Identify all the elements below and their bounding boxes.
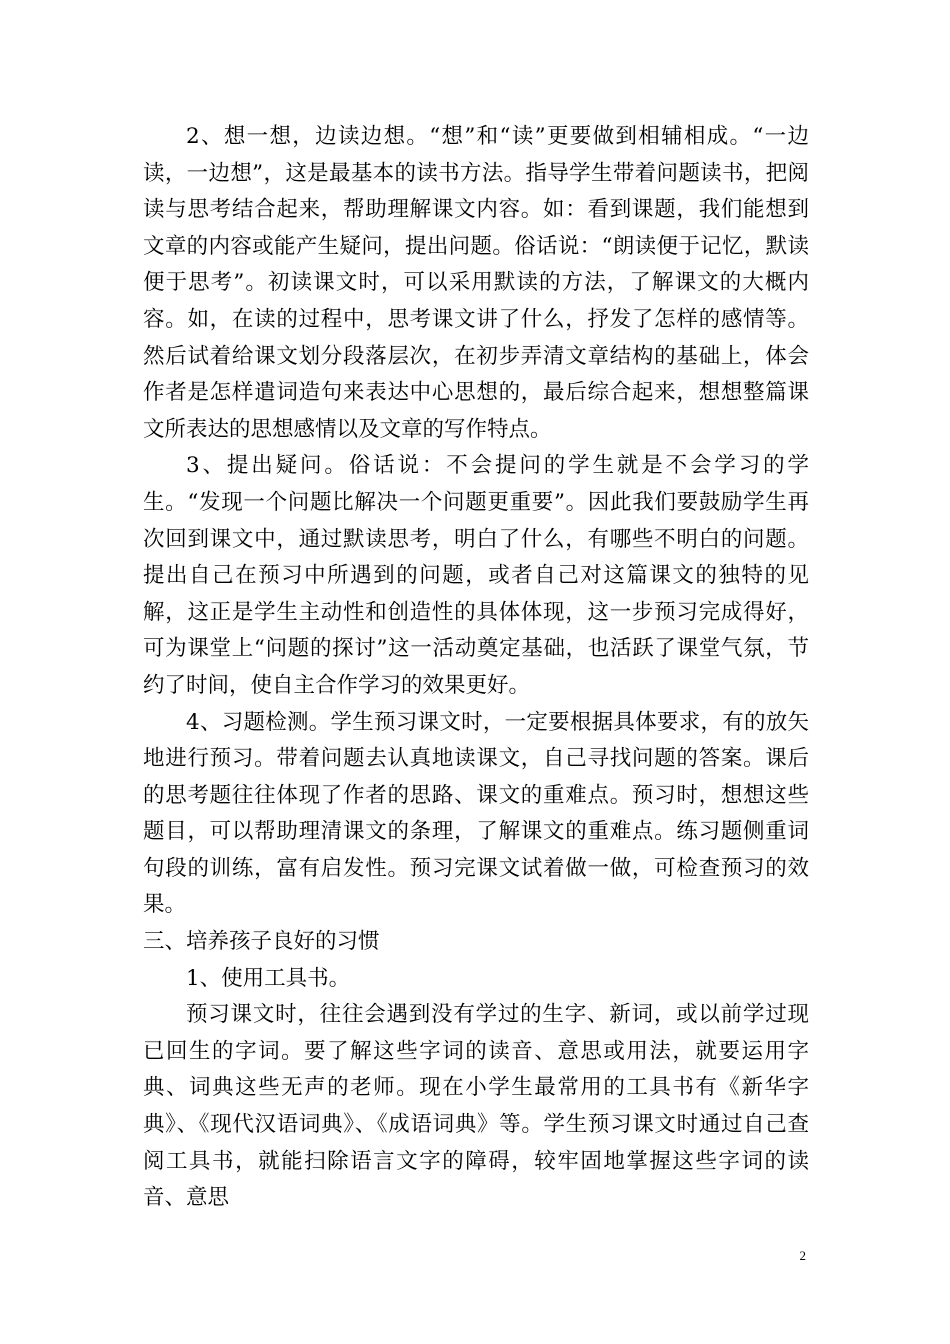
section-heading: 三、培养孩子良好的习惯 (143, 929, 380, 955)
paragraph-raise-questions: 3、提出疑问。俗话说：不会提问的学生就是不会学习的学生。“发现一个问题比解决一个问题更重要”。因此我们要鼓励学生再次回到课文中，通过默读思考，明白了什么，有哪些不明白的问题。提出自己在预习中所遇到的问题，或者自己对这篇课文的独特的见解，这正是学生主动性和创造性的具体体现，这一步预习完成得好，可为课堂上“问题的探讨”这一活动奠定基础，也活跃了课堂气氛，节约了时间，使自主合作学习的效果更好。 (143, 453, 809, 698)
document-body (143, 119, 809, 1217)
subheading-use-reference-books: 1、使用工具书。 (186, 965, 351, 991)
paragraph-reference-books: 预习课文时，往往会遇到没有学过的生字、新词，或以前学过现已回生的字词。要了解这些字词的读音、意思或用法，就要运用字典、词典这些无声的老师。现在小学生最常用的工具书有《新华字典》、《现代汉语词典》、《成语词典》等。学生预习课文时通过自己查阅工具书，就能扫除语言文字的障碍，较牢固地掌握这些字词的读音、意思 (143, 1002, 809, 1211)
page-number: 2 (799, 1248, 806, 1263)
paragraph-exercise-check: 4、习题检测。学生预习课文时，一定要根据具体要求，有的放矢地进行预习。带着问题去认真地读课文，自己寻找问题的答案。课后的思考题往往体现了作者的思路、课文的重难点。预习时，想想这些题目，可以帮助理清课文的条理，了解课文的重难点。练习题侧重词句段的训练，富有启发性。预习完课文试着做一做，可检查预习的效果。 (143, 709, 809, 918)
paragraph-think-while-reading: 2、想一想，边读边想。“想”和“读”更要做到相辅相成。“一边读，一边想”，这是最基本的读书方法。指导学生带着问题读书，把阅读与思考结合起来，帮助理解课文内容。如：看到课题，我们能想到文章的内容或能产生疑问，提出问题。俗话说：“朗读便于记忆，默读便于思考”。初读课文时，可以采用默读的方法，了解课文的大概内容。如，在读的过程中，思考课文讲了什么，抒发了怎样的感情等。然后试着给课文划分段落层次，在初步弄清文章结构的基础上，体会作者是怎样遣词造句来表达中心思想的，最后综合起来，想想整篇课文所表达的思想感情以及文章的写作特点。 (143, 124, 809, 442)
